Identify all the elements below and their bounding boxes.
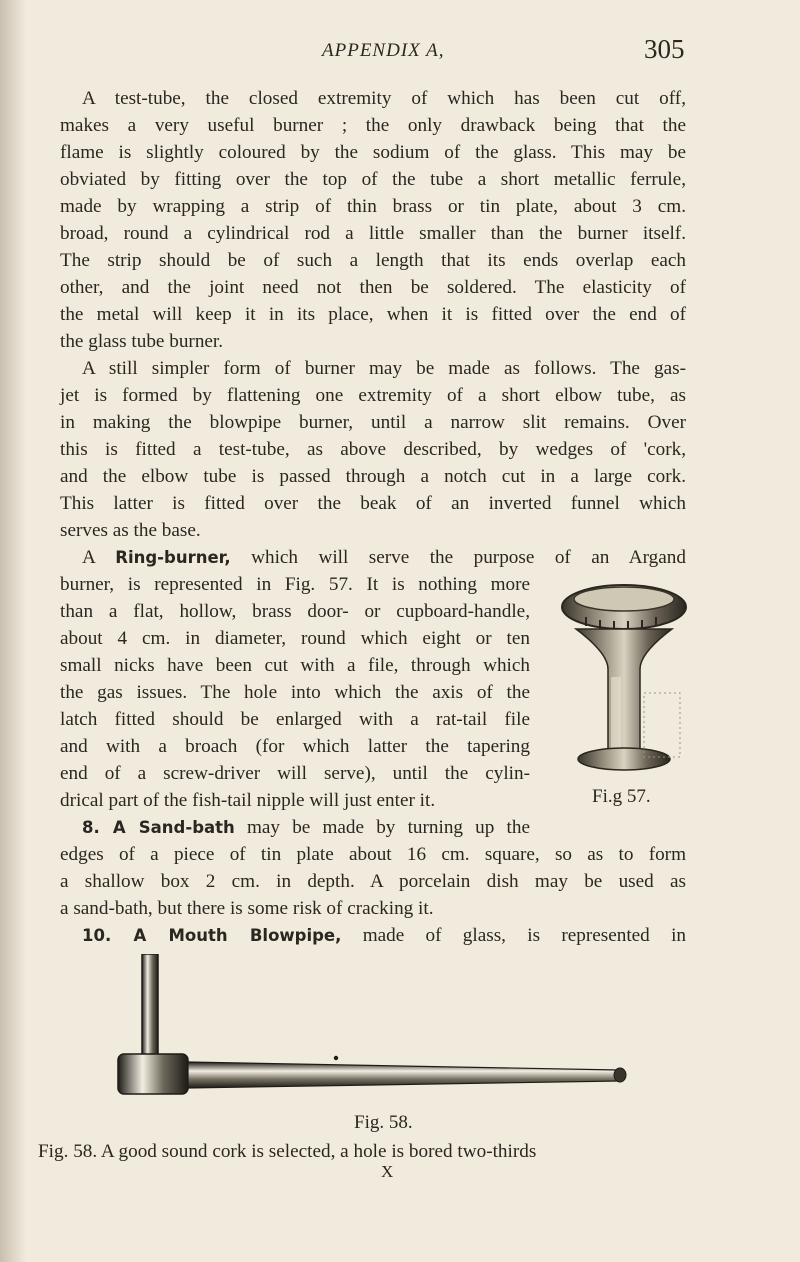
text-line: in making the blowpipe burner, until a narrow slit remains. Over <box>60 412 686 433</box>
signature-mark: X <box>381 1162 394 1181</box>
text-line: this is fitted a test-tube, as above described, by wedges of 'cork, <box>60 439 686 460</box>
text-line: serves as the base. <box>60 520 201 541</box>
text-line: a sand-bath, but there is some risk of cracking it. <box>60 898 434 919</box>
text-line: edges of a piece of tin plate about 16 cm. square, so as to form <box>60 844 686 865</box>
text-line: broad, round a cylindrical rod a little smaller than the burner itself. <box>60 223 686 244</box>
text-line: the glass tube burner. <box>60 331 224 352</box>
text-line: about 4 cm. in diameter, round which eight or ten <box>60 628 530 649</box>
text-line: jet is formed by flattening one extremity of a short elbow tube, as <box>60 385 686 406</box>
term-sand-bath: A Sand-bath <box>112 818 235 837</box>
text-line: This latter is fitted over the beak of an inverted funnel which <box>60 493 686 514</box>
text-line: and with a broach (for which latter the tapering <box>60 736 530 757</box>
page-number: 305 <box>644 34 685 64</box>
text-line: the gas issues. The hole into which the axis of the <box>60 682 530 703</box>
text-line: obviated by fitting over the top of the tube a short metallic ferrule, <box>60 169 686 190</box>
text-line: makes a very useful burner ; the only drawback being that the <box>60 115 686 136</box>
text-line: 8. A Sand-bath may be made by turning up the <box>82 817 530 838</box>
text-line: A still simpler form of burner may be made as follows. The gas- <box>82 358 686 379</box>
text-line: than a flat, hollow, brass door- or cupboard-handle, <box>60 601 530 622</box>
text-line: 10. A Mouth Blowpipe, made of glass, is represented in <box>82 925 686 946</box>
text-line: small nicks have been cut with a file, through which <box>60 655 530 676</box>
text-line: other, and the joint need not then be soldered. The elasticity of <box>60 277 686 298</box>
text-line: drical part of the fish-tail nipple will just enter it. <box>60 790 436 811</box>
mouth-blowpipe-illustration <box>98 954 658 1114</box>
text-line: burner, is represented in Fig. 57. It is nothing more <box>60 574 530 595</box>
page-header <box>0 34 800 74</box>
figure-58-caption: Fig. 58. <box>354 1112 413 1133</box>
text-line: latch fitted should be enlarged with a rat-tail file <box>60 709 530 730</box>
text-line: end of a screw-driver will serve), until the cylin- <box>60 763 530 784</box>
binding-shadow <box>0 0 26 1262</box>
text-line: flame is slightly coloured by the sodium of the glass. This may be <box>60 142 686 163</box>
footnote: Fig. 58. A good sound cork is selected, a hole is bored two-thirds <box>38 1141 537 1162</box>
text-line: A test-tube, the closed extremity of which has been cut off, <box>82 88 686 109</box>
term-mouth-blowpipe: A Mouth Blowpipe, <box>133 926 342 945</box>
text-line: A Ring-burner, which will serve the purpose of an Argand <box>82 547 686 568</box>
term-ring-burner: Ring-burner, <box>115 548 231 567</box>
ring-burner-illustration <box>556 577 692 777</box>
figure-57-caption: Fi.g 57. <box>592 786 651 807</box>
text-line: made by wrapping a strip of thin brass or tin plate, about 3 cm. <box>60 196 686 217</box>
text-line: the metal will keep it in its place, when it is fitted over the end of <box>60 304 686 325</box>
running-head: APPENDIX A, <box>322 40 445 61</box>
text-line: The strip should be of such a length that its ends overlap each <box>60 250 686 271</box>
text-line: and the elbow tube is passed through a notch cut in a large cork. <box>60 466 686 487</box>
text-line: a shallow box 2 cm. in depth. A porcelain dish may be used as <box>60 871 686 892</box>
